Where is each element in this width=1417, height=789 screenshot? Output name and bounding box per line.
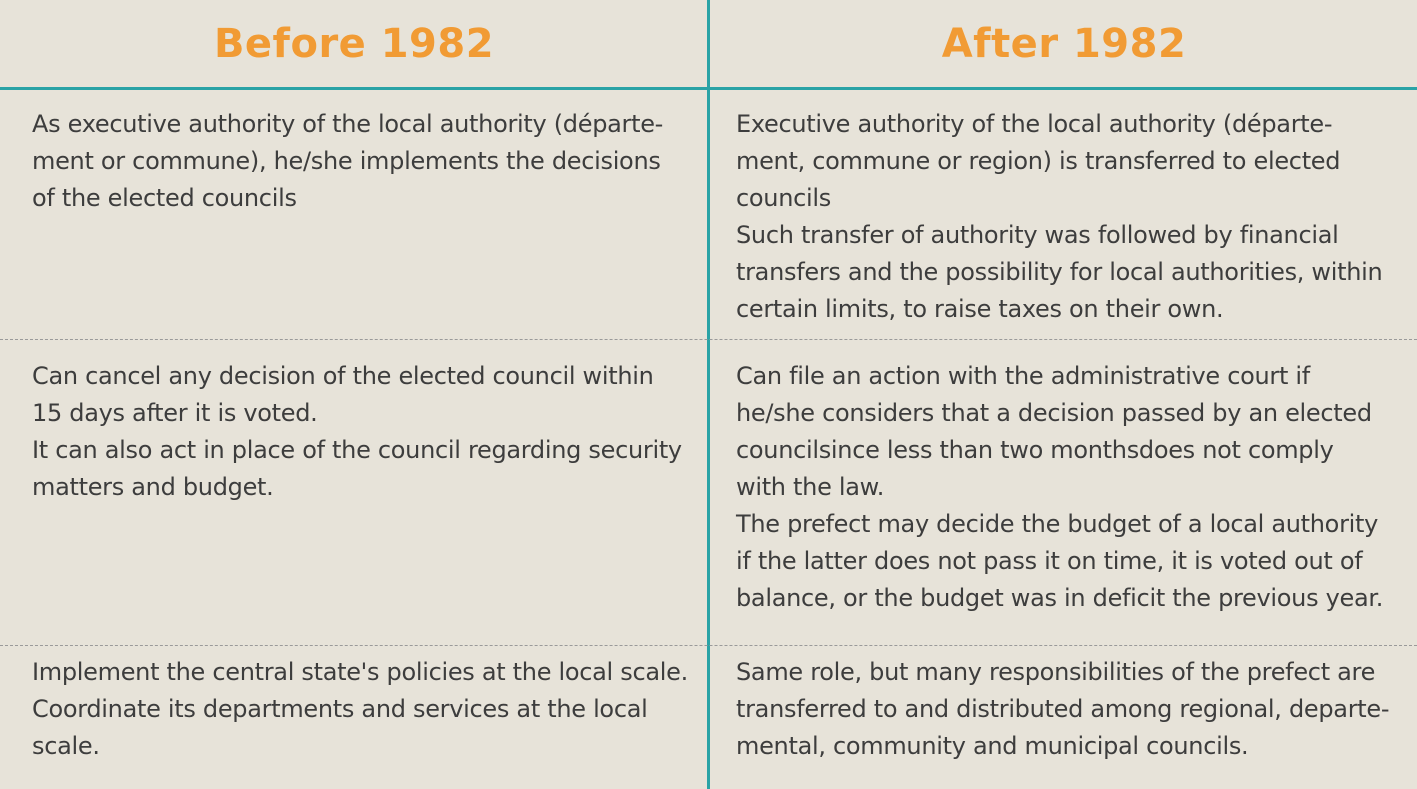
cell-line: Implement the central state's policies at the local scale. <box>32 658 688 686</box>
cell-line: with the law. <box>736 473 885 501</box>
cell-line: Can cancel any decision of the elected council within <box>32 362 654 390</box>
cell-line: 15 days after it is voted. <box>32 399 318 427</box>
row-1-before-cell <box>32 106 692 217</box>
row-3-after-cell <box>736 654 1406 765</box>
row-separator <box>0 339 1417 340</box>
cell-line: Can file an action with the administrative court if <box>736 362 1310 390</box>
cell-line: Executive authority of the local authority (départe- <box>736 110 1333 138</box>
cell-line: ment, commune or region) is transferred to elected <box>736 147 1341 175</box>
row-3-before-cell <box>32 654 692 765</box>
column-divider <box>707 0 710 789</box>
cell-line: mental, community and municipal councils. <box>736 732 1249 760</box>
cell-line: of the elected councils <box>32 184 297 212</box>
cell-line: Same role, but many responsibilities of the prefect are <box>736 658 1376 686</box>
row-1-after-cell <box>736 106 1406 328</box>
cell-line: Coordinate its departments and services at the local <box>32 695 648 723</box>
cell-line: transferred to and distributed among regional, departe- <box>736 695 1390 723</box>
cell-line: councilsince less than two monthsdoes not comply <box>736 436 1334 464</box>
row-separator <box>0 645 1417 646</box>
cell-line: councils <box>736 184 831 212</box>
cell-line: matters and budget. <box>32 473 274 501</box>
row-2-before-cell <box>32 358 692 506</box>
cell-line: scale. <box>32 732 100 760</box>
cell-line: if the latter does not pass it on time, it is voted out of <box>736 547 1363 575</box>
cell-line: balance, or the budget was in deficit the previous year. <box>736 584 1384 612</box>
cell-line: Such transfer of authority was followed by financial <box>736 221 1339 249</box>
header-after-1982: After 1982 <box>941 21 1187 67</box>
header-before-1982: Before 1982 <box>213 21 495 67</box>
row-2-after-cell <box>736 358 1406 617</box>
cell-line: It can also act in place of the council regarding security <box>32 436 682 464</box>
cell-line: certain limits, to raise taxes on their own. <box>736 295 1224 323</box>
cell-line: transfers and the possibility for local authorities, within <box>736 258 1383 286</box>
cell-line: The prefect may decide the budget of a local authority <box>736 510 1379 538</box>
cell-line: he/she considers that a decision passed by an elected <box>736 399 1372 427</box>
cell-line: ment or commune), he/she implements the decisions <box>32 147 661 175</box>
cell-line: As executive authority of the local authority (départe- <box>32 110 664 138</box>
